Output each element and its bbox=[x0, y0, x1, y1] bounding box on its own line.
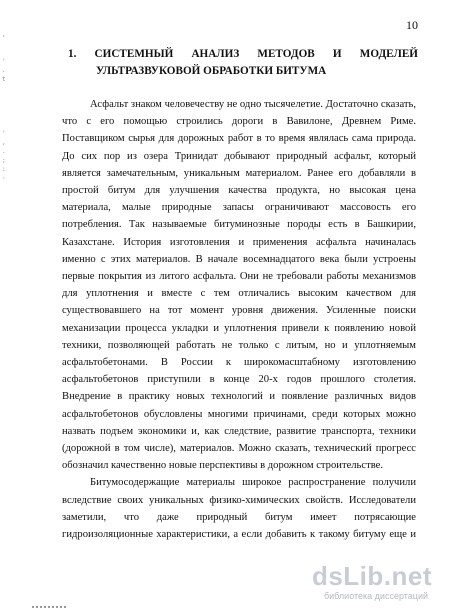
paragraph-1 bbox=[62, 96, 416, 474]
text-line: Поставщиком сырья для дорожных работ в то время являлась сама природа. bbox=[62, 133, 416, 145]
text-line: что с его помощью строились дороги в Вавилоне, Древнем Риме. bbox=[62, 116, 416, 128]
text-line: асфальтобетонами. В России к широкомасштабному изготовлению bbox=[62, 357, 416, 369]
text-line: назвать подъем экономики и, как следствие, развитие транспорта, техники bbox=[62, 425, 416, 437]
text-line: является замечательным, уникальным материалом. Ранее его добавляли в bbox=[62, 167, 416, 179]
text-line: простой битум для улучшения качества продукта, но высокая цена bbox=[62, 185, 416, 197]
paragraph-2 bbox=[62, 474, 416, 543]
text-line: заметили, что даже природный битум имеет потрясающие bbox=[62, 511, 416, 523]
text-line: существовавшего на тот момент уровня движения. Усиленные поиски bbox=[62, 305, 416, 317]
heading-line-1 bbox=[68, 46, 418, 63]
heading-word: СИСТЕМНЫЙ bbox=[94, 48, 174, 60]
text-line: потребления. Так называемые битуминозные породы есть в Башкирии, bbox=[62, 219, 416, 231]
text-line: Казахстане. История изготовления и применения асфальта начиналась bbox=[62, 236, 416, 248]
dslib-watermark bbox=[286, 561, 436, 605]
scan-edge-mark bbox=[32, 606, 66, 611]
body-text bbox=[62, 96, 416, 543]
text-line: асфальтобетонов обусловлены многими причинами, среди которых можно bbox=[62, 408, 416, 420]
watermark-caption: библиотека диссертаций bbox=[323, 591, 428, 601]
text-line: До сих пор из озера Тринидат добывают природный асфальт, который bbox=[62, 150, 416, 162]
text-line: вследствие своих уникальных физико-химических свойств. Исследователи bbox=[62, 494, 416, 506]
text-line: асфальтобетонов приступили в конце 20-х годов прошлого столетия. bbox=[62, 374, 416, 386]
section-heading bbox=[68, 46, 418, 80]
text-line: для уплотнения и вместе с тем отличались высоким качеством для bbox=[62, 288, 416, 300]
heading-word: И bbox=[332, 48, 342, 60]
heading-word: МОДЕЛЕЙ bbox=[359, 48, 418, 60]
text-line: техники, позволяющей работать не только с литым, но и уплотняемым bbox=[62, 339, 416, 351]
heading-word: АНАЛИЗ bbox=[191, 48, 240, 60]
text-line: Асфальт знаком человечеству не одно тысячелетие. Достаточно сказать, bbox=[90, 99, 416, 110]
text-line: механизации процесса укладки и уплотнения привели к появлению новой bbox=[62, 322, 416, 334]
text-line: Внедрение в практику новых технологий и появление различных видов bbox=[62, 391, 416, 403]
text-line: обозначил качественно новые перспективы в дорожном строительстве. bbox=[62, 460, 384, 472]
watermark-logo: dsLib.net bbox=[311, 561, 432, 591]
heading-line-2: УЛЬТРАЗВУКОВОЙ ОБРАБОТКИ БИТУМА bbox=[96, 65, 327, 77]
text-line: гидроизоляционные характеристики, а если добавить к такому битуму еще и bbox=[62, 529, 416, 541]
heading-number: 1. bbox=[68, 48, 77, 60]
heading-word: МЕТОДОВ bbox=[257, 48, 315, 60]
page-number: 10 bbox=[406, 18, 418, 32]
text-line: материала, малые природные запасы ограничивают массовость его bbox=[62, 202, 416, 214]
text-line: именно с этих материалов. В начале восемнадцатого века были устроены bbox=[62, 253, 416, 265]
text-line: Битумосодержащие материалы широкое распространение получили bbox=[90, 477, 416, 489]
text-line: первые покрытия из литого асфальта. Они не требовали работы механизмов bbox=[62, 271, 416, 283]
text-line: (дорожной в том числе), материалов. Можно сказать, технический прогресс bbox=[62, 443, 416, 455]
margin-scan-marks: , ' . t ' , . ; : · bbox=[2, 31, 6, 182]
